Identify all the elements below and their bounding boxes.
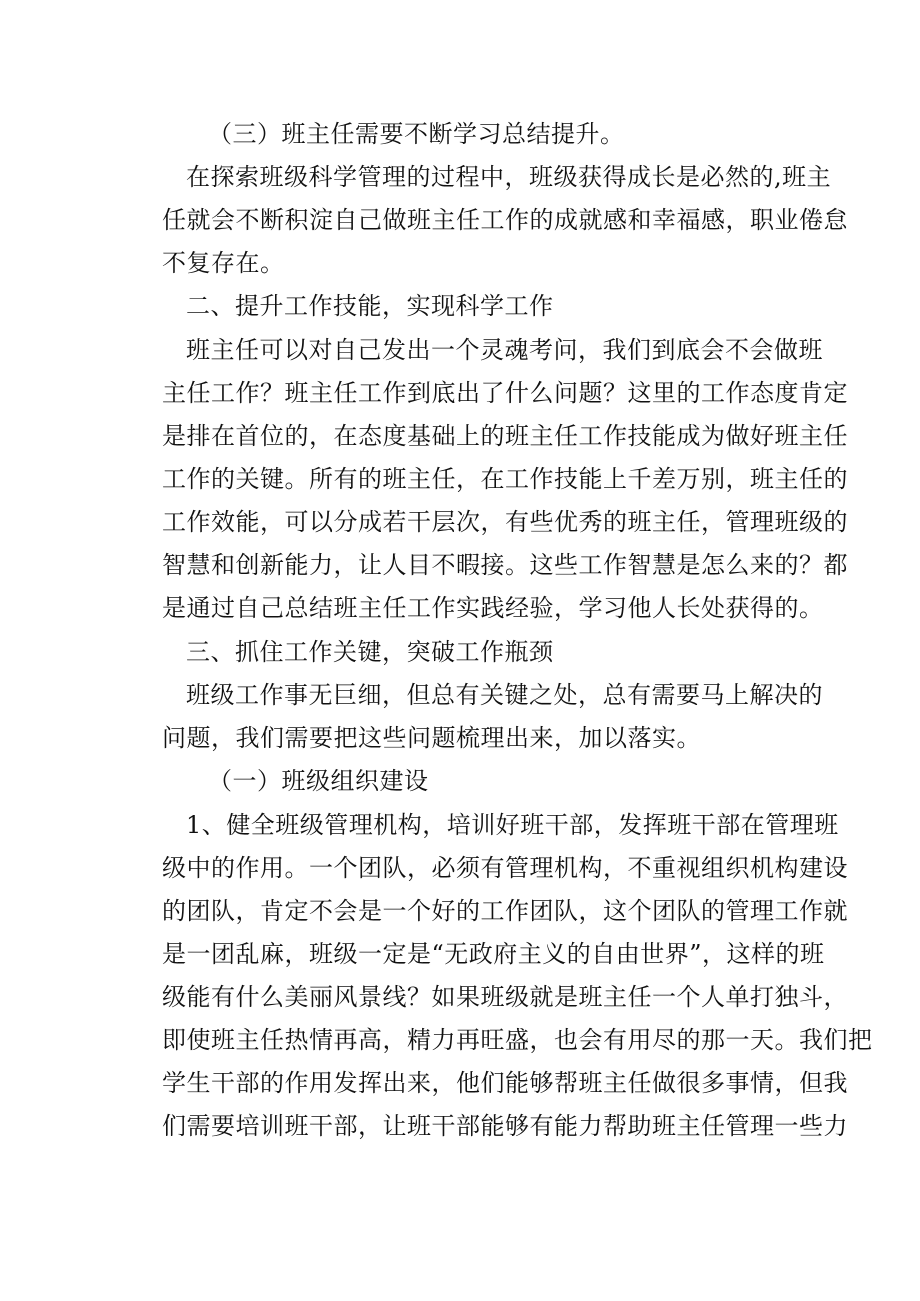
paragraph-line: 任就会不断积淀自己做班主任工作的成就感和幸福感，职业倦怠	[162, 206, 848, 234]
paragraph-line: 级中的作用。一个团队，必须有管理机构，不重视组织机构建设	[162, 854, 848, 882]
section-heading-3: 三、抓住工作关键，突破工作瓶颈	[186, 638, 554, 666]
paragraph-line: 工作效能，可以分成若干层次，有些优秀的班主任，管理班级的	[162, 508, 848, 536]
paragraph-line: 智慧和创新能力，让人目不暇接。这些工作智慧是怎么来的？都	[162, 551, 848, 579]
paragraph-line: 1、健全班级管理机构，培训好班干部，发挥班干部在管理班	[186, 811, 839, 839]
paragraph-line: 在探索班级科学管理的过程中，班级获得成长是必然的,班主	[186, 163, 832, 191]
paragraph-line: 们需要培训班干部，让班干部能够有能力帮助班主任管理一些力	[162, 1112, 848, 1140]
paragraph-line: 主任工作？班主任工作到底出了什么问题？这里的工作态度肯定	[162, 379, 848, 407]
paragraph-line: 的团队，肯定不会是一个好的工作团队，这个团队的管理工作就	[162, 897, 848, 925]
paragraph-line: 不复存在。	[162, 249, 285, 277]
subheading-3: （三）班主任需要不断学习总结提升。	[208, 120, 625, 148]
paragraph-line: 班级工作事无巨细，但总有关键之处，总有需要马上解决的	[186, 681, 823, 709]
subheading-1: （一）班级组织建设	[208, 767, 429, 795]
paragraph-line: 学生干部的作用发挥出来，他们能够帮班主任做很多事情，但我	[162, 1069, 848, 1097]
paragraph-line: 级能有什么美丽风景线？如果班级就是班主任一个人单打独斗，	[162, 983, 848, 1011]
paragraph-line: 工作的关键。所有的班主任，在工作技能上千差万别，班主任的	[162, 465, 848, 493]
section-heading-2: 二、提升工作技能，实现科学工作	[186, 292, 554, 320]
paragraph-line: 即使班主任热情再高，精力再旺盛，也会有用尽的那一天。我们把	[162, 1026, 873, 1054]
paragraph-line: 是排在首位的，在态度基础上的班主任工作技能成为做好班主任	[162, 422, 848, 450]
paragraph-line: 是通过自己总结班主任工作实践经验，学习他人长处获得的。	[162, 594, 824, 622]
paragraph-line: 是一团乱麻，班级一定是“无政府主义的自由世界”，这样的班	[162, 940, 825, 968]
paragraph-line: 问题，我们需要把这些问题梳理出来，加以落实。	[162, 724, 701, 752]
paragraph-line: 班主任可以对自己发出一个灵魂考问，我们到底会不会做班	[186, 336, 823, 364]
